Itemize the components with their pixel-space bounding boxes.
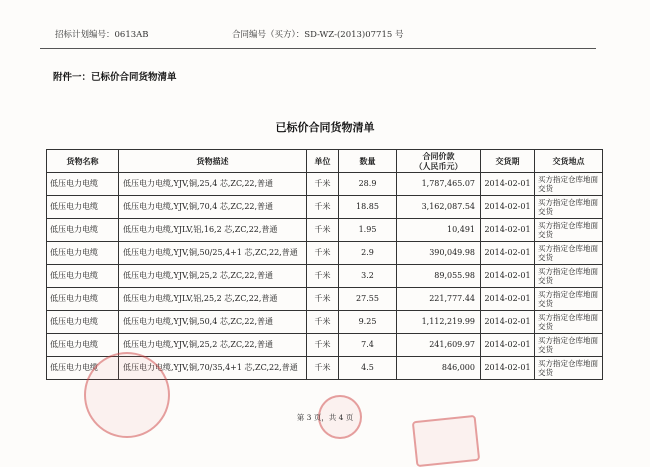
cell-desc: 低压电力电缆,YJV,铜,50/25,4+1 芯,ZC,22,普通 — [119, 242, 307, 265]
annex-title: 附件一：已标价合同货物清单 — [53, 72, 177, 83]
cell-place: 买方指定仓库地面交货 — [535, 242, 603, 265]
cell-unit: 千米 — [307, 219, 339, 242]
cell-price: 1,787,465.07 — [397, 173, 481, 196]
cell-desc: 低压电力电缆,YJV,铜,70,4 芯,ZC,22,普通 — [119, 196, 307, 219]
cell-date: 2014-02-01 — [481, 242, 535, 265]
cell-unit: 千米 — [307, 173, 339, 196]
cell-date: 2014-02-01 — [481, 288, 535, 311]
cell-qty: 3.2 — [339, 265, 397, 288]
cell-qty: 1.95 — [339, 219, 397, 242]
cell-name: 低压电力电缆 — [47, 357, 119, 380]
cell-place: 买方指定仓库地面交货 — [535, 173, 603, 196]
cell-date: 2014-02-01 — [481, 265, 535, 288]
cell-place: 买方指定仓库地面交货 — [535, 311, 603, 334]
table-row — [47, 288, 603, 311]
col-header-name: 货物名称 — [47, 150, 119, 173]
cell-name: 低压电力电缆 — [47, 219, 119, 242]
cell-unit: 千米 — [307, 357, 339, 380]
cell-price: 1,112,219.99 — [397, 311, 481, 334]
contract-number: 合同编号（买方）：SD-WZ-(2013)07715 号 — [232, 30, 404, 40]
table-title: 已标价合同货物清单 — [275, 121, 375, 134]
table-row — [47, 242, 603, 265]
cell-unit: 千米 — [307, 288, 339, 311]
cell-unit: 千米 — [307, 334, 339, 357]
cell-desc: 低压电力电缆,YJLV,铝,25,2 芯,ZC,22,普通 — [119, 288, 307, 311]
cell-price: 221,777.44 — [397, 288, 481, 311]
cell-date: 2014-02-01 — [481, 196, 535, 219]
cell-unit: 千米 — [307, 311, 339, 334]
cell-date: 2014-02-01 — [481, 357, 535, 380]
table-row — [47, 219, 603, 242]
cell-qty: 7.4 — [339, 334, 397, 357]
cell-date: 2014-02-01 — [481, 219, 535, 242]
cell-name: 低压电力电缆 — [47, 242, 119, 265]
cell-price: 3,162,087.54 — [397, 196, 481, 219]
cell-place: 买方指定仓库地面交货 — [535, 334, 603, 357]
cell-price: 390,049.98 — [397, 242, 481, 265]
cell-place: 买方指定仓库地面交货 — [535, 288, 603, 311]
cell-qty: 27.55 — [339, 288, 397, 311]
cell-qty: 4.5 — [339, 357, 397, 380]
cell-name: 低压电力电缆 — [47, 265, 119, 288]
cell-qty: 9.25 — [339, 311, 397, 334]
table-row — [47, 173, 603, 196]
col-header-unit: 单位 — [307, 150, 339, 173]
col-header-qty: 数量 — [339, 150, 397, 173]
cell-name: 低压电力电缆 — [47, 334, 119, 357]
cell-date: 2014-02-01 — [481, 173, 535, 196]
cell-place: 买方指定仓库地面交货 — [535, 196, 603, 219]
cell-price: 846,000 — [397, 357, 481, 380]
cell-qty: 18.85 — [339, 196, 397, 219]
col-header-place: 交货地点 — [535, 150, 603, 173]
cell-place: 买方指定仓库地面交货 — [535, 357, 603, 380]
col-header-price: 合同价款 （人民币元） — [397, 150, 481, 173]
cell-unit: 千米 — [307, 265, 339, 288]
cell-desc: 低压电力电缆,YJLV,铝,16,2 芯,ZC,22,普通 — [119, 219, 307, 242]
cell-name: 低压电力电缆 — [47, 288, 119, 311]
cell-name: 低压电力电缆 — [47, 196, 119, 219]
cell-date: 2014-02-01 — [481, 334, 535, 357]
table-header-row — [47, 150, 603, 173]
cell-desc: 低压电力电缆,YJV,铜,25,2 芯,ZC,22,普通 — [119, 334, 307, 357]
cell-name: 低压电力电缆 — [47, 311, 119, 334]
col-header-date: 交货期 — [481, 150, 535, 173]
cell-place: 买方指定仓库地面交货 — [535, 219, 603, 242]
cell-desc: 低压电力电缆,YJV,铜,25,2 芯,ZC,22,普通 — [119, 265, 307, 288]
cell-date: 2014-02-01 — [481, 311, 535, 334]
cell-price: 89,055.98 — [397, 265, 481, 288]
cell-qty: 2.9 — [339, 242, 397, 265]
cell-desc: 低压电力电缆,YJV,铜,50,4 芯,ZC,22,普通 — [119, 311, 307, 334]
cell-name: 低压电力电缆 — [47, 173, 119, 196]
page-number: 第 3 页，共 4 页 — [296, 413, 354, 422]
table-row — [47, 311, 603, 334]
cell-desc: 低压电力电缆,YJV,铜,70/35,4+1 芯,ZC,22,普通 — [119, 357, 307, 380]
table-row — [47, 265, 603, 288]
header-divider — [40, 48, 596, 49]
tender-plan-number: 招标计划编号：0613AB — [55, 30, 149, 40]
cell-unit: 千米 — [307, 242, 339, 265]
cell-qty: 28.9 — [339, 173, 397, 196]
table-row — [47, 196, 603, 219]
cell-price: 10,491 — [397, 219, 481, 242]
company-seal-stamp — [84, 352, 170, 438]
cell-price: 241,609.97 — [397, 334, 481, 357]
goods-table — [46, 149, 603, 380]
col-header-desc: 货物描述 — [119, 150, 307, 173]
cell-place: 买方指定仓库地面交货 — [535, 265, 603, 288]
cell-desc: 低压电力电缆,YJV,铜,25,4 芯,ZC,22,普通 — [119, 173, 307, 196]
cell-unit: 千米 — [307, 196, 339, 219]
